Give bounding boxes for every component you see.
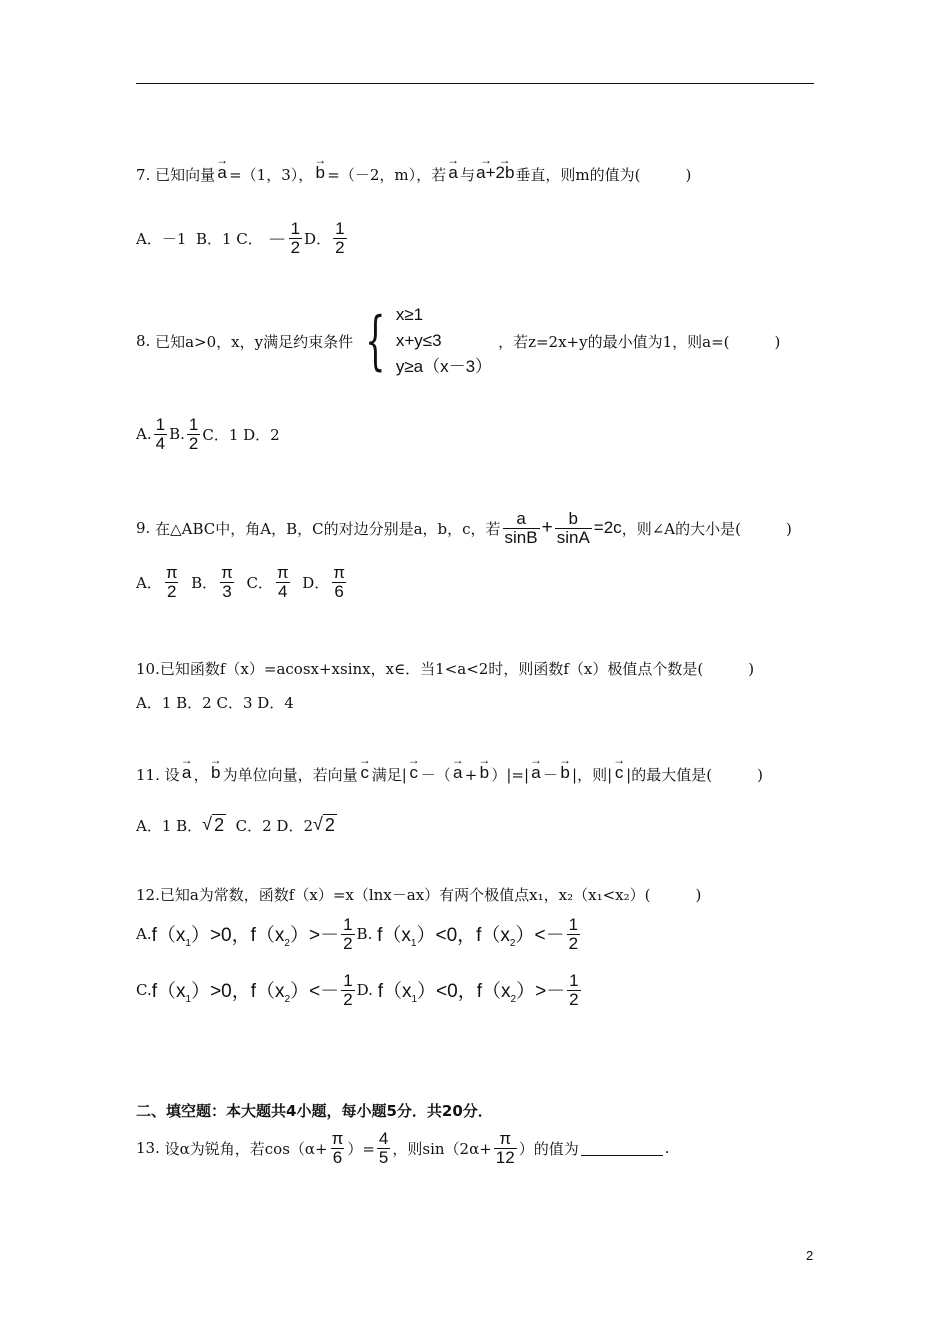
fraction: $\frac{\pi}{2}$ <box>165 563 178 601</box>
fraction: $\frac{4}{5}$ <box>378 1129 389 1167</box>
question-8-options: A. $\frac{1}{4}$ B. $\frac{1}{2}$ C．1 D．2 <box>136 415 280 453</box>
fraction: $\frac{a}{\sin B}$ <box>504 509 538 547</box>
square-root: √ 2 <box>312 814 335 835</box>
fraction: $\frac{\pi}{6}$ <box>333 563 345 601</box>
page-number: 2 <box>806 1248 814 1263</box>
vector-a: → a <box>180 753 193 782</box>
question-number: 8. <box>136 332 151 350</box>
fraction: $\frac{1}{2}$ <box>569 971 579 1009</box>
answer-blank[interactable] <box>581 1141 663 1156</box>
fraction: $\frac{b}{\sin A}$ <box>556 509 590 547</box>
fraction: $\frac{1}{2}$ <box>188 415 199 453</box>
fraction: $\frac{1}{2}$ <box>343 971 353 1009</box>
vector-c: → c <box>407 753 420 782</box>
question-11-options: A．1 B． √ 2 C．2 D．2 √ 2 <box>136 814 335 835</box>
vector-b: → b <box>478 753 491 782</box>
question-12-options-cd: C. $f(x_1)>0$，$f(x_2)<-$ $\frac{1}{2}$ D. $f(x_1)<0$，$f(x_2)>-$ $\frac{1}{2}$ <box>136 971 579 1009</box>
question-13: 13. 设α为锐角，若cos（α+ $\frac{\pi}{6}$ ）= $\frac{4}{5}$ ，则sin（2α+ $\frac{\pi}{12}$ ）的值为 . <box>136 1129 670 1167</box>
question-number: 9. <box>136 519 151 538</box>
vector-a: → a <box>447 153 460 182</box>
fraction: $\frac{1}{2}$ <box>343 915 353 953</box>
question-number: 13. <box>136 1139 160 1158</box>
vector-sum: → → a+2b <box>476 153 515 182</box>
fraction: $\frac{1}{2}$ <box>290 219 301 257</box>
question-number: 11. <box>136 765 160 784</box>
fraction: $\frac{1}{2}$ <box>335 219 345 257</box>
fraction: $\frac{\pi}{12}$ <box>495 1129 515 1167</box>
question-12-options-ab: A. $f(x_1)>0$，$f(x_2)>-$ $\frac{1}{2}$ B. $f(x_1)<0$，$f(x_2)<-$ $\frac{1}{2}$ <box>136 915 579 953</box>
vector-a: → a <box>451 753 464 782</box>
fraction: $\frac{1}{2}$ <box>568 915 579 953</box>
question-8: 8. 已知a>0，x，y满足约束条件 { x≥1 x+y≤3 y≥a（x－3） ，若z=2x+y的最小值为1，则a=( ) <box>136 304 781 378</box>
question-11: 11. 设 → a ， → b 为单位向量，若向量 → c 满足| → c －（ → a + → b ）|=| → a － → b |，则| → c |的最大值是( ) <box>136 753 763 784</box>
question-12: 12. 已知a为常数，函数f（x）=x（lnx－ax）有两个极值点x₁，x₂（x₁<x₂）( ) <box>136 885 702 904</box>
question-7-options: A．－1 B．1 C． － $\frac{1}{2}$ D． $\frac{1}{2}$ <box>136 219 345 257</box>
question-number: 12. <box>136 885 160 904</box>
question-7: 7. 已知向量 → a =（1，3）， → b =（－2，m），若 → a 与 → → a+2b 垂直，则m的值为( ) <box>136 153 692 184</box>
question-9-options: A． $\frac{\pi}{2}$ B． $\frac{\pi}{3}$ C． $\frac{\pi}{4}$ D． $\frac{\pi}{6}$ <box>136 563 345 601</box>
question-10-options: A．1 B．2 C．3 D．4 <box>136 694 294 712</box>
fraction: $\frac{1}{4}$ <box>155 415 166 453</box>
header-rule <box>136 83 814 84</box>
vector-b: → b <box>559 753 572 782</box>
question-10: 10. 已知函数f（x）=acosx+xsinx，x∈．当1<a<2时，则函数f（x）极值点个数是( ) <box>136 659 755 678</box>
vector-c: → c <box>358 753 371 782</box>
square-root: √ 2 <box>202 814 225 835</box>
fraction: $\frac{\pi}{6}$ <box>331 1129 344 1167</box>
constraint-system: { x≥1 x+y≤3 y≥a（x－3） <box>365 304 493 378</box>
section-heading: 二、填空题：本大题共4小题，每小题5分．共20分． <box>136 1102 493 1120</box>
question-number: 10. <box>136 659 160 678</box>
fraction: $\frac{\pi}{4}$ <box>276 563 289 601</box>
question-number: 7. <box>136 165 151 184</box>
question-9: 9. 在△ABC中，角A，B，C的对边分别是a，b，c，若 $\frac{a}{\sin B}$ + $\frac{b}{\sin A}$ =2c ，则∠A的大小是( ) <box>136 509 792 547</box>
vector-c: → c <box>613 753 626 782</box>
fraction: $\frac{\pi}{3}$ <box>221 563 233 601</box>
vector-b: → b <box>314 153 327 182</box>
vector-a: → a <box>216 153 229 182</box>
vector-a: → a <box>530 753 543 782</box>
vector-b: → b <box>209 753 222 782</box>
